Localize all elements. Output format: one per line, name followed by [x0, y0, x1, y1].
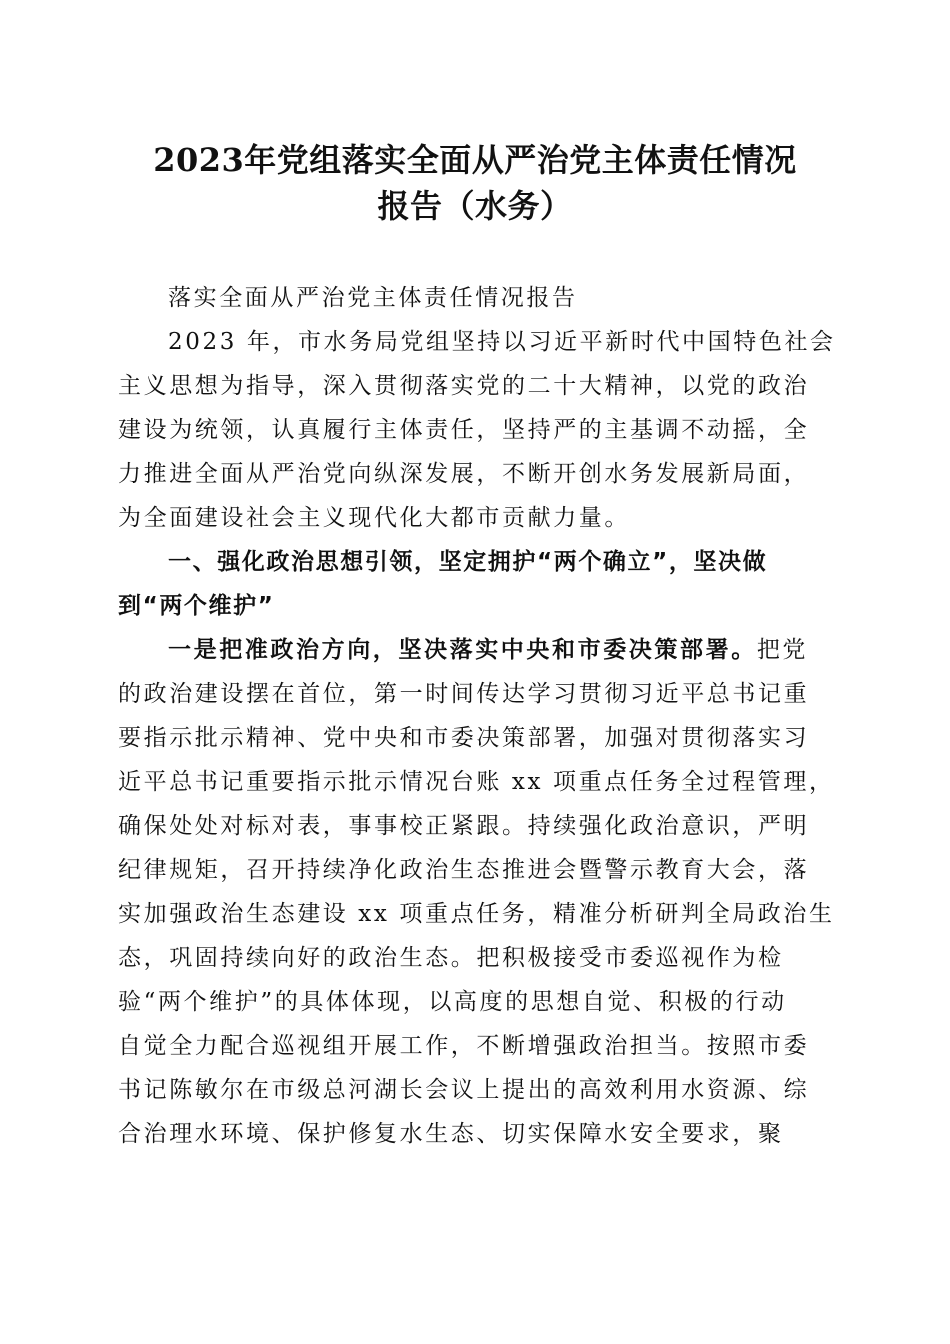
paragraph-line: [118, 628, 830, 672]
paragraph-line: 确保处处对标对表，事事校正紧跟。持续强化政治意识，严明: [118, 813, 810, 839]
intro-paragraph: [118, 320, 836, 540]
intro-line: 2023 年，市水务局党组坚持以习近平新时代中国特色社会: [168, 329, 836, 355]
paragraph-line: 态，巩固持续向好的政治生态。把积极接受市委巡视作为检: [118, 945, 784, 971]
paragraph-line: 自觉全力配合巡视组开展工作，不断增强政治担当。按照市委: [118, 1033, 810, 1059]
intro-line: 主义思想为指导，深入贯彻落实党的二十大精神，以党的政治: [118, 373, 810, 399]
title-line-1: 2023年党组落实全面从严治党主体责任情况: [153, 141, 797, 179]
intro-line: 建设为统领，认真履行主体责任，坚持严的主基调不动摇，全: [118, 417, 810, 443]
section-1-heading: [118, 540, 830, 628]
section-1-paragraph-1: [118, 628, 835, 1156]
paragraph-line: 书记陈敏尔在市级总河湖长会议上提出的高效利用水资源、综: [118, 1077, 810, 1103]
paragraph-text: 把党: [756, 637, 809, 663]
paragraph-lead: 一是把准政治方向，坚决落实中央和市委决策部署。: [168, 636, 757, 663]
heading-line: 一、强化政治思想引领，坚定拥护“两个确立”，坚决做: [168, 549, 768, 575]
document-body: [118, 276, 836, 1156]
paragraph-line: 要指示批示精神、党中央和市委决策部署，加强对贯彻落实习: [118, 725, 810, 751]
intro-line: 力推进全面从严治党向纵深发展，不断开创水务发展新局面，: [118, 461, 810, 487]
intro-line: 为全面建设社会主义现代化大都市贡献力量。: [118, 505, 630, 531]
paragraph-line: 实加强政治生态建设 xx 项重点任务，精准分析研判全局政治生: [118, 901, 835, 927]
paragraph-line: 验“两个维护”的具体体现，以高度的思想自觉、积极的行动: [118, 989, 787, 1015]
paragraph-line: 纪律规矩，召开持续净化政治生态推进会暨警示教育大会，落: [118, 857, 810, 883]
paragraph-line: 的政治建设摆在首位，第一时间传达学习贯彻习近平总书记重: [118, 681, 810, 707]
title-line-2: 报告（水务）: [377, 187, 573, 225]
heading-line: 到“两个维护”: [118, 593, 275, 619]
document-title: [110, 137, 840, 229]
subtitle: 落实全面从严治党主体责任情况报告: [168, 285, 578, 311]
paragraph-line: 合治理水环境、保护修复水生态、切实保障水安全要求，聚: [118, 1121, 784, 1147]
subtitle-paragraph: [118, 276, 830, 320]
paragraph-line: 近平总书记重要指示批示情况台账 xx 项重点任务全过程管理，: [118, 769, 835, 795]
